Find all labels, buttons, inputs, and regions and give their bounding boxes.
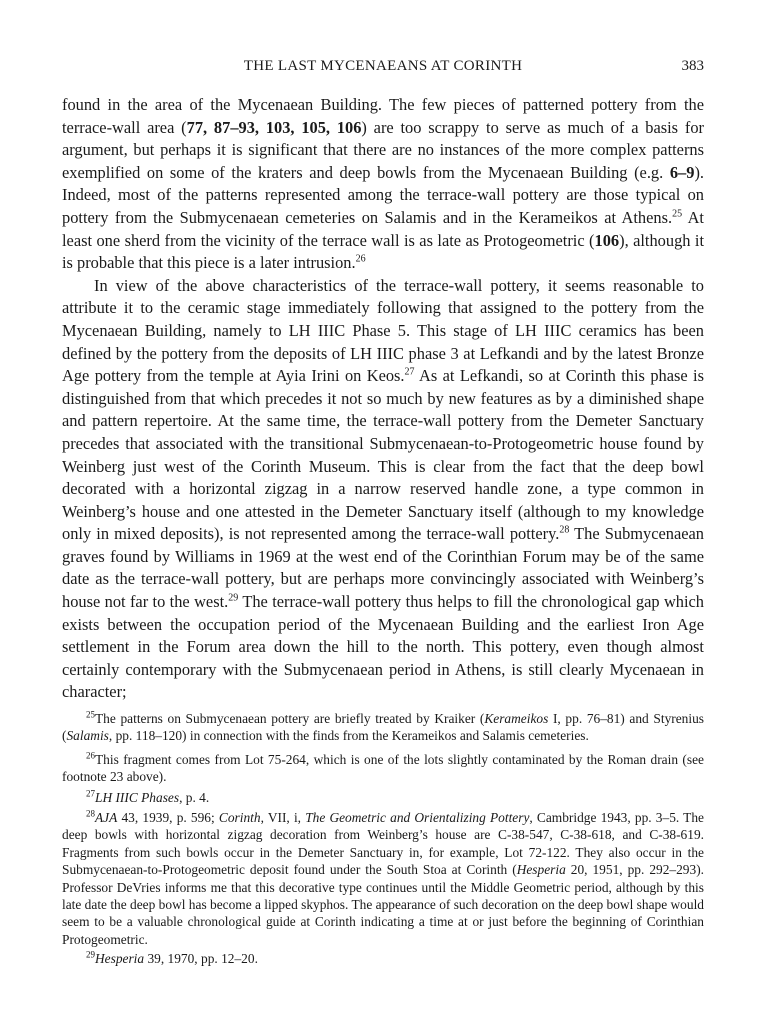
page-number: 383: [681, 58, 704, 74]
footnote-number: 25: [86, 709, 95, 720]
running-head: THE LAST MYCENAEANS AT CORINTH: [243, 58, 523, 74]
text-run: ). Indeed, most of the patterns represented among the terrace-wall pottery are those typical on pottery from the Submycenaean cemeteries on Salamis and in the Kerameikos at Athens.: [62, 162, 704, 227]
text-run: 39, 1970, pp. 12–20.: [144, 951, 258, 967]
text-run: This fragment comes from Lot 75-264, which is one of the lots slightly contaminated by the Roman drain (see footnote 23 above).: [62, 751, 704, 785]
footnote-number: 29: [86, 949, 95, 960]
text-run: found in the area of the Mycenaean Building. The few pieces of patterned pottery from the terrace-wall area (: [62, 95, 704, 137]
footnote-29: [62, 950, 704, 967]
text-run: The terrace-wall pottery thus helps to fill the chronological gap which exists between the occupation period of the Mycenaean Building and the earliest Iron Age settlement in the Forum area down the hill to the north. This pottery, even though almost certainly contemporary with the Submycenaean period in Athens, is still clearly Mycenaean in character;: [62, 592, 705, 702]
text-run: In view of the above characteristics of the terrace-wall pottery, it seems reasonable to attribute it to the ceramic stage immediately following that assigned to the pottery from the Mycenaean Building, namely to LH IIIC Phase 5. This stage of LH IIIC ceramics has been defined by the pottery from the deposits of LH IIIC phase 3 at Lefkandi and by the latest Bronze Age pottery from the temple at Ayia Irini on Keos.: [62, 275, 704, 386]
cited-title: Hesperia: [95, 951, 145, 967]
text-run: ), although it is probable that this piece is a later intrusion.: [62, 230, 704, 273]
footnote-ref-28[interactable]: 28: [559, 524, 570, 536]
footnotes: [62, 710, 704, 968]
footnote-25: [62, 710, 704, 745]
footnote-ref-25[interactable]: 25: [672, 208, 683, 220]
text-run: 43, 1939, p. 596;: [117, 810, 219, 826]
cited-title: AJA: [95, 810, 118, 826]
footnote-number: 26: [86, 750, 95, 761]
cited-title: Salamis: [66, 728, 109, 744]
catalog-ref: 77, 87–93, 103, 105, 106: [186, 117, 362, 137]
page-header: [62, 58, 704, 80]
text-run: , pp. 118–120) in connection with the finds from the Kerameikos and Salamis cemeteries.: [108, 728, 589, 744]
footnote-26: [62, 751, 704, 786]
text-run: 20, 1951, pp. 292–293). Professor DeVries informs me that this decorative type continues until the Middle Geometric period, although by this late date the deep bowl has become a lipped skyphos. The appearance of such decoration on the deep bowl shape would seem to be a valuable chronological guide at Corinth indicating a time at or just before the beginning of Corinthian Protogeometric.: [62, 862, 704, 947]
catalog-ref: 6–9: [669, 162, 695, 182]
main-text: [62, 94, 704, 704]
text-run: I, pp. 76–81) and Styrenius (: [62, 711, 704, 744]
footnote-ref-27[interactable]: 27: [404, 366, 415, 378]
cited-title: Corinth: [218, 810, 261, 826]
cited-title: LH IIIC Phases: [95, 789, 180, 805]
text-run: , Cambridge 1943, pp. 3–5. The deep bowls with horizontal zigzag decoration from Weinberg’s house are C-38-547, C-38-618, and C-38-619. Fragments from such bowls occur in the Demeter Sanctuary in, for example, Lot 72-122. They also occur in the Submycenaean-to-Protogeometric deposit found under the South Stoa at Corinth (: [62, 810, 704, 878]
paragraph-2: [62, 275, 704, 704]
footnote-27: [62, 789, 704, 806]
text-run: , p. 4.: [179, 789, 210, 805]
text-run: The patterns on Submycenaean pottery are briefly treated by Kraiker (: [95, 711, 485, 726]
footnote-number: 28: [86, 808, 95, 819]
paragraph-1: [62, 94, 704, 275]
footnote-ref-29[interactable]: 29: [228, 592, 239, 604]
catalog-ref: 106: [594, 230, 620, 250]
footnote-ref-26[interactable]: 26: [355, 253, 366, 265]
footnote-28: [62, 809, 704, 948]
text-run: ) are too scrappy to serve as much of a basis for argument, but perhaps it is significant that there are no instances of the more complex patterns exemplified on some of the kraters and deep bowls from the Mycenaean Building (e.g.: [62, 117, 704, 182]
text-run: As at Lefkandi, so at Corinth this phase is distinguished from that which precedes it not so much by new features as by a diminished shape and pattern repertoire. At the same time, the terrace-wall pottery from the Demeter Sanctuary precedes that associated with the transitional Submycenaean-to-Protogeometric house found by Weinberg just west of the Corinth Museum. This is clear from the fact that the deep bowl decorated with a horizontal zigzag in a narrow reserved handle zone, a type common in Weinberg’s house and one attested in the Demeter Sanctuary itself (although to my knowledge only in mixed deposits), is not represented among the terrace-wall pottery.: [62, 366, 704, 544]
cited-title: Kerameikos: [484, 711, 549, 726]
text-run: , VII, i,: [260, 810, 306, 826]
cited-title: The Geometric and Orientalizing Pottery: [305, 810, 530, 826]
footnote-number: 27: [86, 788, 95, 799]
cited-title: Hesperia: [516, 862, 566, 878]
text-run: The Submycenaean graves found by Williams in 1969 at the west end of the Corinthian Forum may be of the same date as the terrace-wall pottery, but are perhaps more convincingly associated with Weinberg’s house not far to the west.: [62, 524, 704, 612]
text-run: At least one sherd from the vicinity of the terrace wall is as late as Protogeometric (: [62, 207, 704, 250]
